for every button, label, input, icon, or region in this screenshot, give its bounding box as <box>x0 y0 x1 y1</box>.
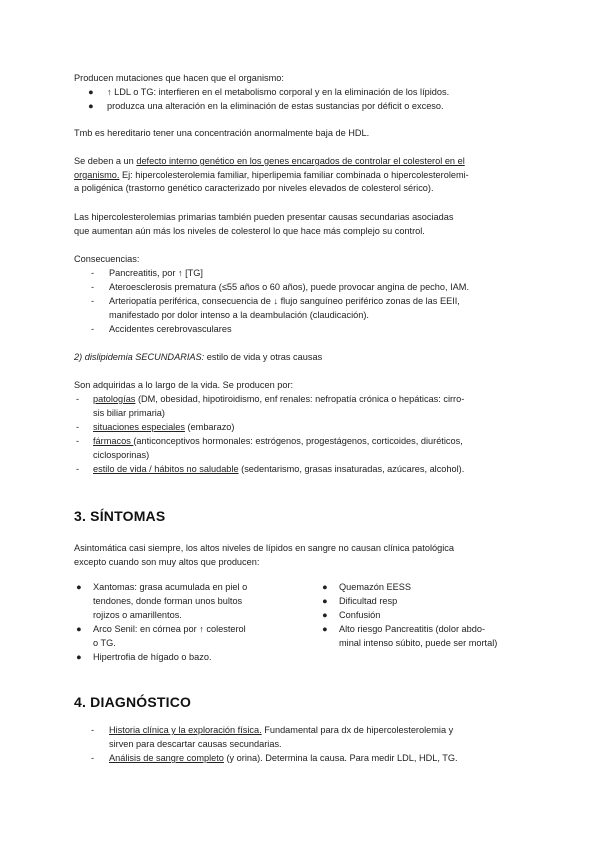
symptom-left-1-l2: tendones, donde forman unos bultos <box>93 596 243 606</box>
symptoms-intro <box>74 542 528 569</box>
symptom-right-1: Quemazón EESS <box>339 582 412 592</box>
bullet-marker: ● <box>322 610 328 620</box>
secondary-causes-line-2: que aumentan aún más los niveles de colesterol lo que hace más complejo su control. <box>74 225 425 236</box>
symptom-left-2-l1: Arco Senil: en córnea por ↑ colesterol <box>93 624 246 634</box>
secondary-heading <box>74 351 528 365</box>
secondary-item-4-rest: (sedentarismo, grasas insaturadas, azúcares, alcohol). <box>238 464 465 474</box>
defect-rest: Ej: hipercolesterolemia familiar, hiperlipemia familiar combinada o hipercolesterolemi- <box>119 169 469 180</box>
bullet-marker: ● <box>88 87 94 97</box>
symptom-right-4-l1: Alto riesgo Pancreatitis (dolor abdo- <box>339 624 486 634</box>
hereditary-text: Tmb es hereditario tener una concentración anormalmente baja de HDL. <box>74 128 370 138</box>
intro-bullet-2: produzca una alteración en la eliminación de estas sustancias por déficit o exceso. <box>107 101 444 111</box>
secondary-item-4 <box>93 463 464 477</box>
symptoms-intro-line-1: Asintomática casi siempre, los altos niveles de lípidos en sangre no causan clínica patológica <box>74 543 454 553</box>
diagnosis-item-2-term: Análisis de sangre completo <box>109 753 224 763</box>
secondary-item-3-term: fármacos <box>93 436 134 446</box>
dash-marker: - <box>91 282 95 292</box>
dash-marker: - <box>91 268 95 278</box>
consequence-item-2: Ateroesclerosis prematura (≤55 años o 60 años), puede provocar angina de pecho, IAM. <box>109 282 469 292</box>
secondary-item-3-cont: ciclosporinas) <box>93 450 150 460</box>
bullet-marker: ● <box>88 101 94 111</box>
secondary-item-1 <box>93 393 464 407</box>
intro-lead: Producen mutaciones que hacen que el organismo: <box>74 73 284 83</box>
symptom-right-4-l2: minal intenso súbito, puede ser mortal) <box>339 638 498 648</box>
diagnosis-item-1-term: Historia clínica y la exploración física. <box>109 725 262 735</box>
symptom-right-2: Dificultad resp <box>339 596 398 606</box>
symptom-left-2-l2: o TG. <box>93 638 116 648</box>
dash-marker: - <box>76 422 80 432</box>
secondary-item-2 <box>93 421 234 435</box>
bullet-marker: ● <box>322 582 328 592</box>
symptom-left-3-l1: Hipertrofia de hígado o bazo. <box>93 652 212 662</box>
intro-bullet-1: ↑ LDL o TG: interfieren en el metabolismo corporal y en la eliminación de los lípidos. <box>107 87 450 97</box>
consequence-item-1: Pancreatitis, por ↑ [TG] <box>109 268 203 278</box>
secondary-item-3 <box>93 435 463 449</box>
defect-underlined-2: organismo. <box>74 169 120 180</box>
diagnosis-item-1-cont: sirven para descartar causas secundarias. <box>109 739 282 749</box>
secondary-causes-paragraph <box>74 211 528 238</box>
secondary-item-4-term: estilo de vida / hábitos no saludable <box>93 464 239 474</box>
defect-underlined: defecto interno genético en los genes encargados de controlar el colesterol en el <box>136 156 465 166</box>
defect-prefix: Se deben a un <box>74 156 137 166</box>
consequence-item-3: Arteriopatía periférica, consecuencia de ↓ flujo sanguíneo periférico zonas de las EEII, <box>109 296 460 306</box>
consequences-title: Consecuencias: <box>74 254 140 264</box>
section-title-symptoms: 3. SÍNTOMAS <box>74 508 166 524</box>
secondary-heading-rest: estilo de vida y otras causas <box>204 352 323 362</box>
dash-marker: - <box>91 296 95 306</box>
symptoms-intro-line-2: excepto cuando son muy altos que producen: <box>74 556 260 567</box>
symptom-right-3: Confusión <box>339 610 381 620</box>
section-title-diagnosis: 4. DIAGNÓSTICO <box>74 694 192 710</box>
dash-marker: - <box>76 464 80 474</box>
secondary-item-1-rest: (DM, obesidad, hipotiroidismo, enf renales: nefropatía crónica o hepáticas: cirro- <box>135 394 465 404</box>
dash-marker: - <box>76 394 80 404</box>
dash-marker: - <box>91 725 95 735</box>
consequence-item-4: Accidentes cerebrovasculares <box>109 324 232 334</box>
secondary-item-1-term: patologías <box>93 394 136 404</box>
defect-line-3: a poligénica (trastorno genético caracterizado por niveles elevados de colesterol sérico). <box>74 183 434 194</box>
dash-marker: - <box>76 436 80 446</box>
secondary-item-1-cont: sis biliar primaria) <box>93 408 165 418</box>
secondary-item-2-rest: (embarazo) <box>184 422 235 432</box>
diagnosis-item-1 <box>109 724 453 738</box>
secondary-item-2-term: situaciones especiales <box>93 422 185 432</box>
diagnosis-item-1-rest: Fundamental para dx de hipercolesterolemia y <box>261 725 454 735</box>
dash-marker: - <box>91 324 95 334</box>
bullet-marker: ● <box>76 652 82 662</box>
symptom-left-1-l3: rojizos o amarillentos. <box>93 610 182 620</box>
secondary-heading-italic: 2) dislipidemia SECUNDARIAS: <box>74 352 205 362</box>
bullet-marker: ● <box>322 624 328 634</box>
secondary-lead: Son adquiridas a lo largo de la vida. Se producen por: <box>74 380 294 390</box>
symptom-left-1-l1: Xantomas: grasa acumulada en piel o <box>93 582 248 592</box>
diagnosis-item-2 <box>109 752 458 766</box>
bullet-marker: ● <box>322 596 328 606</box>
secondary-item-3-rest: (anticonceptivos hormonales: estrógenos, progestágenos, corticoides, diuréticos, <box>133 436 463 446</box>
diagnosis-item-2-rest: (y orina). Determina la causa. Para medir LDL, HDL, TG. <box>223 753 458 763</box>
consequence-item-3-cont: manifestado por dolor intenso a la deambulación (claudicación). <box>109 310 369 320</box>
defect-paragraph <box>74 155 528 196</box>
bullet-marker: ● <box>76 624 82 634</box>
dash-marker: - <box>91 753 95 763</box>
secondary-causes-line-1: Las hipercolesterolemias primarias también pueden presentar causas secundarias asociadas <box>74 212 454 222</box>
bullet-marker: ● <box>76 582 82 592</box>
